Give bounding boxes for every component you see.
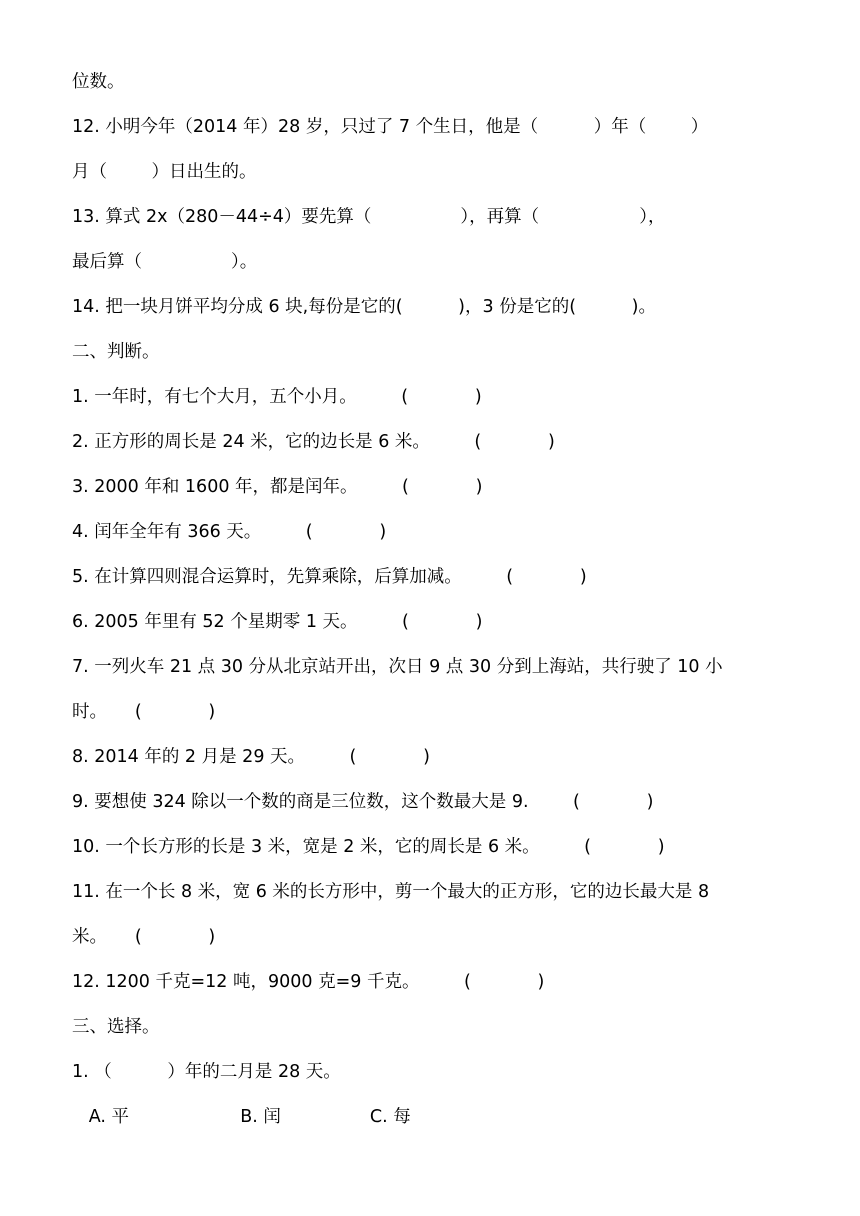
section-heading-judgement: 二、判断。 (72, 342, 160, 362)
text-line-20: 米。 ( ) (72, 927, 216, 947)
text-line-11: 4. 闰年全年有 366 天。 ( ) (72, 522, 387, 542)
text-line-2: 12. 小明今年（2014 年）28 岁，只过了 7 个生日，他是（ ）年（ ） (72, 117, 709, 137)
text-line-8: 1. 一年时，有七个大月，五个小月。 ( ) (72, 387, 482, 407)
text-line-12: 5. 在计算四则混合运算时，先算乘除，后算加减。 ( ) (72, 567, 587, 587)
text-line-14: 7. 一列火车 21 点 30 分从北京站开出，次日 9 点 30 分到上海站，共行驶了 10 小 (72, 657, 723, 677)
text-line-10: 3. 2000 年和 1600 年，都是闰年。 ( ) (72, 477, 483, 497)
text-line-9: 2. 正方形的周长是 24 米，它的边长是 6 米。 ( ) (72, 432, 555, 452)
text-line-19: 11. 在一个长 8 米，宽 6 米的长方形中，剪一个最大的正方形，它的边长最大是 8 (72, 882, 710, 902)
text-line-3: 月（ ）日出生的。 (72, 162, 257, 182)
text-line-23: 1. （ ）年的二月是 28 天。 (72, 1062, 341, 1082)
text-line-18: 10. 一个长方形的长是 3 米，宽是 2 米，它的周长是 6 米。 ( ) (72, 837, 665, 857)
text-line-16: 8. 2014 年的 2 月是 29 天。 ( ) (72, 747, 430, 767)
text-line-4: 13. 算式 2x（280－44÷4）要先算（ ），再算（ ）， (72, 207, 666, 227)
text-line-6: 14. 把一块月饼平均分成 6 块,每份是它的( )，3 份是它的( )。 (72, 297, 656, 317)
choice-options: A. 平 B. 闰 C. 每 (72, 1107, 411, 1127)
section-heading-choice: 三、选择。 (72, 1017, 160, 1037)
text-line-15: 时。 ( ) (72, 702, 216, 722)
text-line-1: 位数。 (72, 72, 125, 92)
text-line-13: 6. 2005 年里有 52 个星期零 1 天。 ( ) (72, 612, 483, 632)
text-line-17: 9. 要想使 324 除以一个数的商是三位数，这个数最大是 9. ( ) (72, 792, 654, 812)
text-line-21: 12. 1200 千克=12 吨，9000 克=9 千克。 ( ) (72, 972, 545, 992)
text-line-5: 最后算（ ）。 (72, 252, 258, 272)
